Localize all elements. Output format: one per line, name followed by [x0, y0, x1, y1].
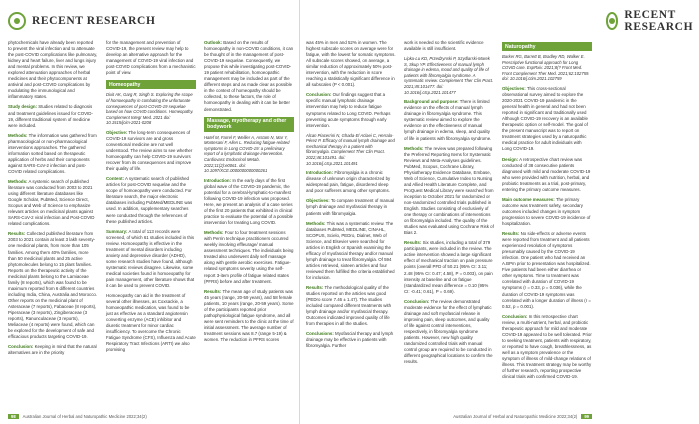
paragraph-text: Our findings suggest that a specific manual lymphatic drainage intervention may help to reduce fatigue symptoms related to Long COVID. Perhaps preventing acute symptoms through early intervention. — [306, 92, 391, 128]
section-banner: Homeopathy — [106, 80, 196, 89]
paragraph-text: Fibromyalgia is a chronic disease of unknown origin characterized by widespread pain, fatigue, disordered sleep and poor sufferers among other symptoms. — [306, 170, 391, 194]
paragraph-text: work is needed so the scientific evidence available is still insufficient. — [404, 40, 484, 52]
paragraph-label: Study design: — [8, 104, 38, 110]
left-column-3 — [204, 40, 294, 408]
paragraph-text: The primary outcome was treatment safety, secondary outcomes included changes in symptom progression to severe COVID-19 incidence of hospitalization. — [502, 196, 591, 226]
body-paragraph — [306, 198, 396, 216]
body-paragraph — [204, 230, 294, 284]
paragraph-label: Methods: — [8, 132, 28, 138]
right-columns — [306, 40, 592, 408]
paragraph-label: Introduction: — [204, 177, 232, 183]
body-paragraph — [306, 170, 396, 194]
paragraph-label: Summary: — [106, 228, 128, 234]
paragraph-text: Homoeopathy can aid in the treatment of several other illnesses, as Coxsackie, a homoeopathic medication, was found to be just as effective as a standard angiotensin converting enzyme (ACE) inhibitor and diuretic treatment for minor cardiac insufficiency. To overcome the Chronic Fatigue Syndrome (CFS), Influenza and Acute Respiratory Tract Infections (ARTI) we also promising — [106, 293, 196, 353]
paragraph-label: Conclusion: — [8, 344, 34, 350]
right-page-number: 99 — [581, 414, 592, 419]
left-footer — [8, 414, 147, 419]
reference-citation: Lipka-Lu KD, Przedzynski P, Szydlarski-Marek S, Skup YP. Effectiveness of manual lymph drainage in edema, mood and quality of life of patients with fibromyalgia syndrome. A systematic review. Complement Ther Clin Pract. 2021;45:101477. doi: 10.1016/j.ctcp.2021.101477 — [404, 56, 494, 95]
paragraph-label: Conclusion: — [502, 313, 528, 319]
body-paragraph — [8, 179, 98, 227]
paragraph-label: Introduction: — [306, 170, 334, 176]
body-paragraph — [106, 293, 196, 353]
journal-logo-icon — [606, 12, 618, 30]
body-paragraph — [8, 133, 98, 175]
paragraph-text: was 45% in men and 52% in women. The highest subscale scores on average were for fatigue, with the lowest for somatic symptoms. All subscale scores showed, on average, a similar reduction of approximately 50% post-intervention, with the reduction in score reaching a statistically significant difference in all subscales (P < 0.001). — [306, 40, 396, 88]
paragraph-text: No side-effects or adverse events were reported from treatment and all patients experienced resolution of symptoms presumably caused by the COVID-19 infection. One patient who had received an A.BPm prior to presentation was hospitalized. Five patients had been either diarrhea or other symptoms. Time to treatment was correlated with duration of COVID-19 symptoms (r = 0.33, p = 0.036), while the duration of COVID-19 symptoms was correlated with a longer duration of illness (r = 0.52, p = 0.001). — [502, 231, 591, 309]
body-paragraph — [204, 289, 294, 343]
left-header — [8, 10, 156, 32]
paragraph-label: Content: — [106, 176, 125, 182]
paragraph-label: Methods: — [306, 220, 326, 226]
body-paragraph — [8, 104, 98, 128]
left-column-1 — [8, 40, 98, 408]
journal-logo-icon — [8, 12, 26, 30]
paragraph-text: Based on the results of homoeopathy in non-COVID conditions, it can be thought of in the management of post-COVID-19 sequelae. Consequently, we propose this while investigating post-COVID-19 patient rehabilitation, homoeopathic management may be included as part of the different steps and as made clear as possible in the context of homeopathy should be collected, to these factors, the role of homoeopathy in dealing with it can be better demonstrated. — [204, 40, 294, 112]
section-banner: Massage, myotherapy and other bodywork — [204, 117, 294, 132]
body-paragraph — [106, 40, 196, 76]
reference-citation: Alcan Piacerrini N, Ghada-El Aclaei C, Herrala-Pérez P. Efficacy of manual lymph drainage and mechanical therapy in a patient with fibromyalgia. Complement Ther Clin Pract. 2022;46:101491. doi: 10.1016/j.ctcp.2021.101491 — [306, 132, 395, 166]
paragraph-text: This was a systematic review. The databases PubMed, MEDLINE, CINAHL, SCOPUS, Scielo, PEDro, Dialnet, Web of Science, and Elsevier were searched for articles in English or Spanish examining the efficacy of myofascial therapy and/or manual lymph drainage to treat fibromyalgia. Of 594 articles retrieved, sixteen articles and four reviewed them fulfilled the criteria established for inclusion. — [306, 220, 395, 280]
body-paragraph — [502, 197, 592, 227]
paragraph-label: Results: — [404, 240, 422, 246]
paragraph-text: A systemic search of published literature was conducted from 2003 to 2021 using different literature databases like Google Scholar, PubMed, Science Direct, Scopus and Web of Science to emphasize relevant articles on medicinal plants against SARS-CoV-2 viral infection and Post-COVID related complications. — [8, 178, 95, 227]
paragraph-text: Six studies, including a total of 379 participants, were included in the review. The active intervention showed a large significant effect of mechanical traction on pain pressure points (overall PFD of 50.21 (95% CI: 3.11; 2.48 (95% CI: 0.47; 4.58), P = 0.003), on pain intensity at baseline and on fatigue (standardized mean difference = 0.10 (95% CI: -0.41; 0.61), P = 0.69). — [404, 240, 493, 294]
paragraph-label: Conclusions: — [306, 331, 334, 337]
body-paragraph — [204, 178, 294, 226]
body-paragraph — [404, 99, 494, 141]
paragraph-text: The mean age of study patients was 45 years (range, 20-59 years), and 58 female patients, 10 years (range, 20-59 years). Some of the participants reported prior pathophysiological fatigue syndrome, and all were sent reminders to the clinic at the time of initial assessment. The average number of treatment sessions was 8.7 (range 5-19) & women. The reduction in PFRS scores — [204, 288, 294, 342]
body-paragraph — [204, 40, 294, 113]
paragraph-label: Results: — [204, 288, 222, 294]
paragraph-text: The information was gathered from pharmacological or non-pharmacological interventions approaches. The gathered information sorted based on therapeutic application of herbs and their components against SARS-CoV-2 infection and post-COVID related complications. — [8, 132, 97, 174]
left-page-number: 98 — [8, 414, 19, 419]
right-column-1 — [306, 40, 396, 408]
right-footer-text: Australian Journal of Herbal and Naturopathic Medicine 2022;34(2) — [453, 414, 578, 419]
paragraph-text: Four to four treatment sessions with Perrin technique practitioners occurred weekly involving effleurage/ manual assessment techniques. The individuals being treated also underwent daily self massage along with gentle aerobic exercises. Fatigue-related symptoms severity using the self-report 3-item profile of fatigue related states (PFRS) before and after treatment. — [204, 230, 294, 284]
paragraph-label: Objectives: — [306, 198, 330, 204]
body-paragraph — [502, 157, 592, 193]
body-paragraph — [306, 285, 396, 327]
body-paragraph — [404, 299, 494, 366]
left-columns — [8, 40, 294, 408]
paragraph-label: Conclusion: — [404, 298, 430, 304]
body-paragraph — [306, 92, 396, 128]
body-paragraph — [8, 40, 98, 100]
paragraph-text: This cross-sectional observational survey aimed to explore the 2020-2021 COVID-19 pandemic in the general health in general and had not been reported in significant and traditionally used Although COVID-19 recovery is an available therapeutic option or self-model. The goal of the present manuscript was to report on treatment strategies used by a naturopathic medical practice for adult individuals with Long COVID-19. — [502, 86, 588, 152]
left-footer-text: Australian Journal of Herbal and Naturopathic Medicine 2022;34(2) — [22, 414, 147, 419]
paragraph-label: Design: — [502, 156, 519, 162]
left-section-title: RECENT RESEARCH — [32, 15, 156, 27]
paragraph-text: The long-term consequences of COVID-19 survivors are and gross conventional medicine are not well understood. The review aims to see whether homoeopathy can help COVID-19 survivors recover from its consequences and improve their quality of life. — [106, 129, 193, 172]
body-paragraph — [502, 86, 592, 153]
paragraph-text: In the early days of the first global wave of the COVID-19 pandemic, the potential for a cerebral-lymphatic-to-manifest following COVID-19 infection was proposed. Here, we present an analysis of a case series of the first 20 patients that exhibited in clinical practice to evaluate the potential of a possible intervention for treating Long COVID. — [204, 177, 294, 226]
paragraph-text: The review was prepared following the Preferred Reporting Items for Systematic Reviews and Meta-Analyses guidelines. PubMed, Scopus, Cochrane Library, Physiotherapy Evidence Database, Embase, Web of Science, Cumulative Index to Nursing and Allied Health Literature Complete, and ProQuest Medical Library were searched from inception to October 2021 for randomized or non-randomized controlled trials published in English. Studies consisting of exclusively of one therapy or combinations of interventions on fibromyalgia included. The quality of the studies was evaluated using Cochrane Risk of Bias 2. — [404, 145, 494, 236]
right-header — [606, 10, 699, 32]
paragraph-text: In this retrospective chart review, a multi-nutrient, herbal, and probiotic therapeutic approach for mild and moderate COVID-19 appeared to be well tolerated. Prior to seeking treatment, patients with respiratory, or reported to have cough, breathlessness, as well as a symptom prevalence or the symptom of illness of mild-change relations of illness. This treatment strategy may be worthy of further research, reporting prospective clinical trials with confirmed COVID-19. — [502, 313, 592, 380]
paragraph-text: Myofascial therapy and lymph drainage may be effective in patients with fibromyalgia. Further — [306, 331, 394, 349]
paragraph-label: Background and purpose: — [404, 99, 459, 105]
paragraph-label: Results: — [306, 285, 324, 291]
body-paragraph — [8, 344, 98, 356]
left-page — [0, 0, 300, 424]
left-column-2 — [106, 40, 196, 408]
paragraph-text: To compare treatment of manual lymph drainage and myofascial therapy in patients with fibromyalgia. — [306, 198, 395, 216]
body-paragraph — [306, 221, 396, 281]
paragraph-text: phytochemicals have already been reported to prevent the viral infection and to attenuate the post-COVID complications like pulmonary, kidney and heart failure, liver and lungs injury and mental problems. In this review, we explored attenuation approaches of herbal medicines and their phytocomponents at antiviral and post-COVID complications by modulating the immunological and inflammatory states. — [8, 40, 98, 100]
right-footer — [453, 414, 592, 419]
paragraph-text: A total of 113 records were screened, of which 61 studies included in this review. Homoeopathy is effective in the treatment of mental disorders including anxiety and depressive disorder (ADHD), some research studies have found, although systematic reviews disagree. Likewise, some medical societies found in homoeopathy for pain management, other literature shows that it can be used to prevent COVID. — [106, 228, 195, 289]
body-paragraph — [404, 146, 494, 237]
paragraph-label: Results: — [502, 231, 520, 237]
body-paragraph — [502, 231, 592, 310]
paragraph-text: Collected published literature from 2003 to 2021 contain at least 3 lakh seventy-one medicinal plants, from more than 105 families. Among them 40% families, more than 50 medicinal plants and 25 active phytomolecules belong to 15 plant families. Reports on the therapeutic activity of the medicinal plants belong to the Lamiaceae family (8 reports), which was found to be maximum reported from 6 different countries including India, China, Australia and Morocco. Other reports on the medicinal plant of Asteraceae (7 reports), Fabaceae (8 reports), Piperaceae (3 reports), Zingiberaceae (3 reports), Ranunculaceae (3 reports), Meliaceae (4 reports) were found, which can be explored for the development of safe and efficacious products targeting COVID-19. — [8, 231, 98, 340]
body-paragraph — [306, 40, 396, 88]
body-paragraph — [306, 331, 396, 349]
right-column-3 — [502, 40, 592, 408]
right-column-2 — [404, 40, 494, 408]
paragraph-text: for the management and prevention of COVID-19, the present review may help to develop an alternative approach for the management of COVID-19 viral infection and post-COVID complications from a mechanistic point of view. — [106, 40, 196, 76]
body-paragraph — [404, 40, 494, 52]
paragraph-label: Conclusion: — [306, 92, 332, 98]
paragraph-label: Outlook: — [204, 40, 223, 45]
paragraph-text: There is limited evidence on the effects of manual lymph drainage in fibromyalgia syndrome. This systematic review aimed to explore the evidence on the effectiveness of manual lymph drainage in edema, sleep, and quality of life in patients with fibromyalgia syndrome. — [404, 99, 492, 141]
paragraph-label: Methods: — [8, 178, 28, 184]
body-paragraph — [502, 314, 592, 381]
right-page — [300, 0, 694, 424]
body-paragraph — [106, 130, 196, 172]
body-paragraph — [106, 229, 196, 289]
paragraph-text: The review demonstrated moderate evidence for the effect of lymphatic drainage and soft myofascial release in improving pain, sleep outcomes, and quality of life against control interventions, respectively, in fibromyalgia syndrome patients. However, new high quality randomized controlled trials with manual control group are required to be conducted in different geographical locations to confirm the results. — [404, 298, 493, 365]
reference-citation: Hatef M, Farrel F, Wellier A, Arstam N, Mar Y, Montesani F, Allen L. Reducing fatigue-related symptoms in Long COVID-19: a preliminary report of a lymphatic drainage intervention. Cardiovasc Endocrinol Metab. 2022;11(2):e0061. doi: 10.1097/XCE.0000000000000261 — [204, 134, 290, 174]
paragraph-text: Studies related to diagnosis and treatment guidelines issued for COVID-19, different traditional system of medicine were included. — [8, 104, 93, 128]
section-banner: Naturopathy — [502, 42, 592, 51]
paragraph-text: A systematic search of published articles for post-COVID sequelae and the scope of homoeopathy were conducted. For literature search, the major electronic databases including PubMed/MEDLINE was used. In addition, supplementary searches were conducted through the references of these published articles. — [106, 176, 193, 224]
body-paragraph — [404, 240, 494, 294]
paragraph-label: Methods: — [404, 145, 424, 151]
paragraph-label: Main outcome measures: — [502, 196, 555, 202]
paragraph-text: A retrospective chart review was conducted of 38 consecutive patients diagnosed with mild and moderate COVID-19 who were provided with nutrition, herbal, and probiotic treatments as a trial, post-primary, entering the primary outcome measures. — [502, 156, 591, 192]
reference-citation: Barker RG, Barrett B, Bradley RD, Walker E. Prescriptive functional approach for Long COVID care. ExpRxiv. 2021;8(? Front Med. Front Complement Ther Med. 2021;62:102759. doi: 10.1016/j.ctim.2021.102759 — [502, 54, 590, 82]
reference-citation: Dixit AK, Garg R, Singh S. Exploring the scope of homoeopathy in combating the unfortunate consequences of post-COVID-19 sequelae based on how COVID conditions. Homeopathy. Complement Integr Med. 2021 doi: 10.1515/jcim-2021-0208 — [106, 92, 194, 126]
body-paragraph — [8, 231, 98, 340]
body-paragraph — [106, 176, 196, 224]
paragraph-label: Results: — [8, 231, 26, 237]
paragraph-text: The methodological quality of the studies reported on the articles was good (PEDro score 7.46 ± 1.47). The studies included compared different treatments with lymph drainage and/or myofascial therapy. Outcomes indicated improved quality of life from therapies in all the studies. — [306, 285, 392, 327]
paragraph-text: Keeping in mind that the natural alternatives are in the priority — [8, 344, 97, 356]
paragraph-label: Methods: — [204, 230, 224, 236]
paragraph-label: Objective: — [106, 129, 128, 135]
right-section-title: RECENT RESEARCH — [624, 9, 694, 33]
paragraph-label: Objectives: — [502, 86, 526, 92]
